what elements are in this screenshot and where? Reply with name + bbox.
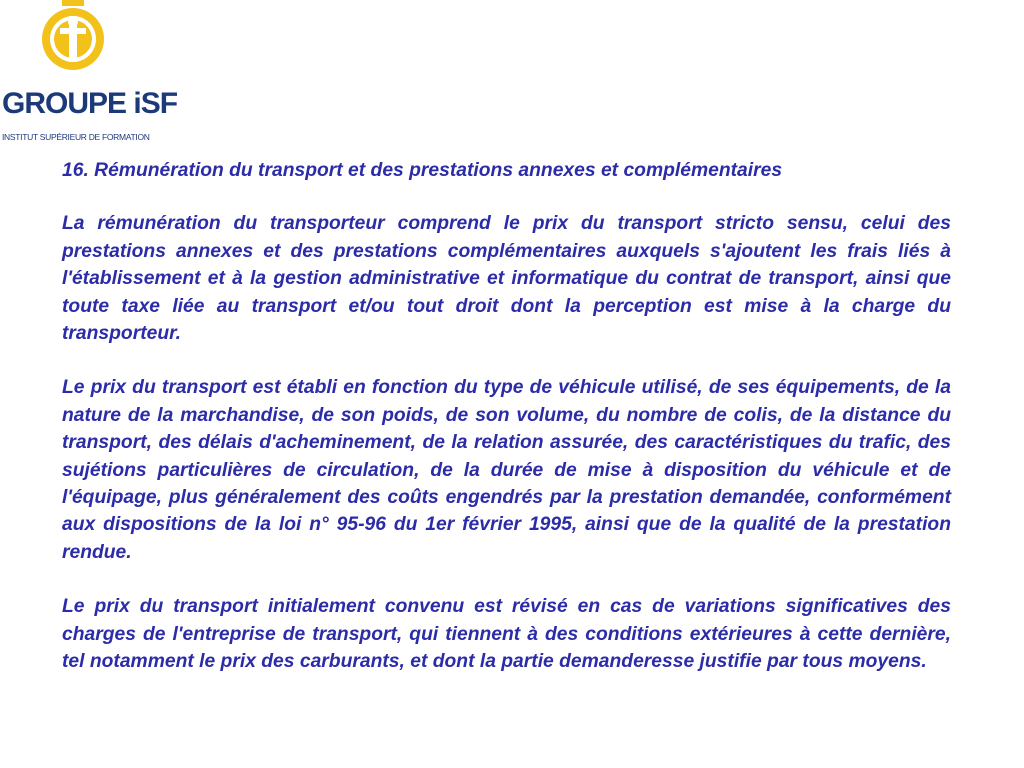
paragraph-prix-transport: Le prix du transport est établi en fonction du type de véhicule utilisé, de ses équipements, de la nature de la marchandise, de son poids, de son volume, du nombre de colis, de la distance du transport, des délais d'acheminement, de la relation assurée, des caractéristiques du trafic, des sujétions particulières de circulation, de la durée de mise à disposition du véhicule et de l'équipage, plus généralement des coûts engendrés par la prestation demandée, conformément aux dispositions de la loi n° 95-96 du 1er février 1995, ainsi que de la qualité de la prestation rendue. (62, 377, 951, 563)
logo-name: GROUPE iSF (2, 87, 178, 120)
logo-subtitle: INSTITUT SUPÉRIEUR DE FORMATION (2, 132, 150, 142)
paragraph-revision-prix: Le prix du transport initialement convenu est révisé en cas de variations significatives des charges de l'entreprise de transport, qui tiennent à des conditions extérieures à cette dernière, tel notamment le prix des carburants, et dont la partie demanderesse justifie par tous moyens. (62, 596, 951, 673)
isf-logo-icon (42, 0, 104, 78)
section-title: 16. Rémunération du transport et des prestations annexes et complémentaires (62, 160, 783, 181)
groupe-isf-logo (0, 0, 178, 148)
slide-content (62, 157, 951, 703)
paragraph-remuneration: La rémunération du transporteur comprend le prix du transport stricto sensu, celui des prestations annexes et des prestations complémentaires auxquels s'ajoutent les frais liés à l'établissement et à la gestion administrative et informatique du contrat de transport, ainsi que toute taxe liée au transport et/ou tout droit dont la perception est mise à la charge du transporteur. (62, 213, 951, 345)
